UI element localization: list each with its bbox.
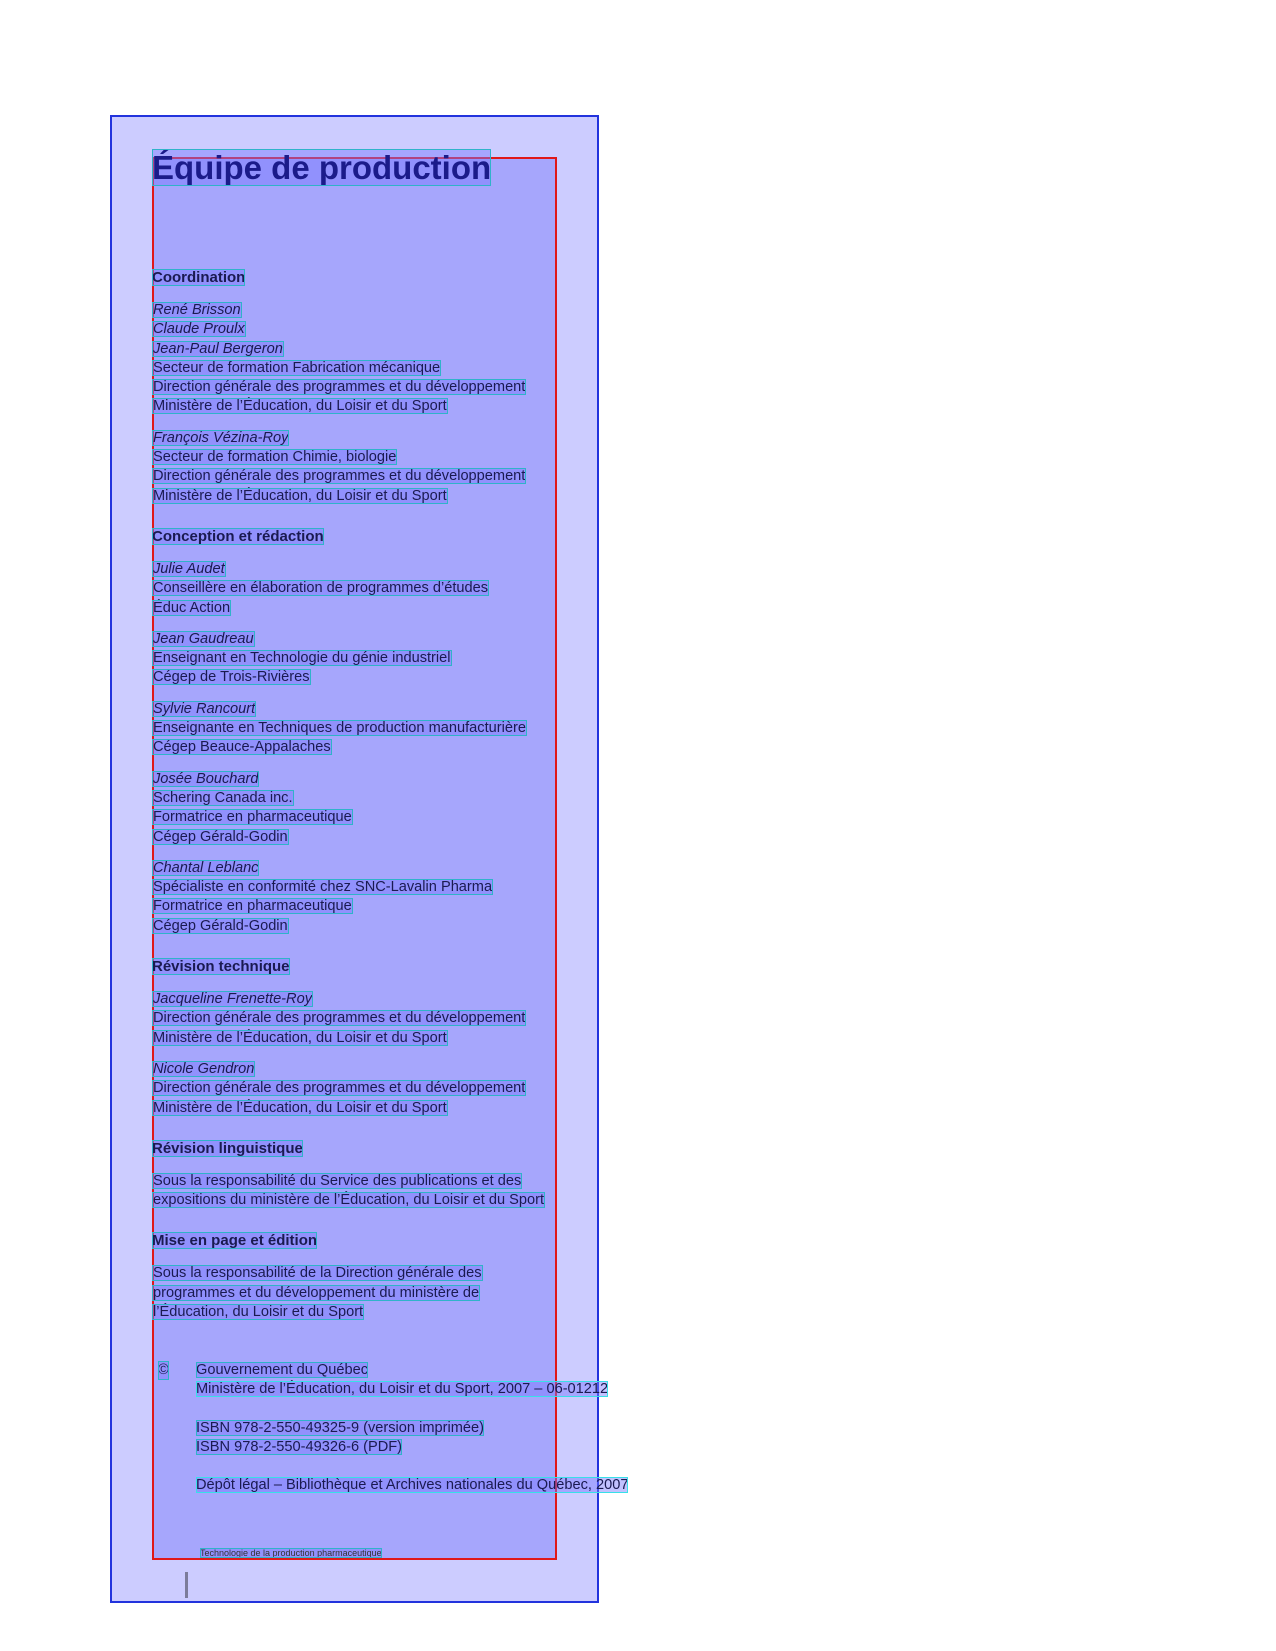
section-heading-text: Mise en page et édition (152, 1232, 318, 1250)
title-spacer (152, 188, 712, 269)
section-heading (152, 269, 712, 287)
credit-sections (152, 269, 712, 1322)
credits-content (152, 148, 712, 1334)
credit-detail (152, 599, 712, 618)
credit-detail-text: Direction générale des programmes et du développement (153, 1010, 526, 1027)
section-heading (152, 958, 712, 976)
credit-entry (152, 1264, 712, 1322)
person-name-text: René Brisson (153, 302, 241, 318)
credit-section (152, 1140, 712, 1211)
credit-detail (152, 1284, 712, 1303)
page-title-text: Équipe de production (152, 149, 492, 186)
section-heading-text: Révision linguistique (152, 1139, 303, 1157)
copyright-ministry: Ministère de l’Éducation, du Loisir et du Sport, 2007 – 06-01212 (196, 1381, 609, 1398)
credit-detail (152, 487, 712, 506)
person-name (152, 990, 712, 1009)
credit-entry (152, 630, 712, 688)
credit-detail (152, 1172, 712, 1191)
legal-deposit: Dépôt légal – Bibliothèque et Archives nationales du Québec, 2007 (196, 1477, 629, 1494)
person-name-text: Sylvie Rancourt (153, 700, 256, 717)
person-name-text: Julie Audet (153, 560, 225, 577)
credit-detail-text: Cégep Gérald-Godin (153, 828, 288, 845)
credit-section (152, 1232, 712, 1322)
credit-detail-text: Sous la responsabilité de la Direction générale des (153, 1265, 482, 1282)
credit-detail-text: Enseignant en Technologie du génie industriel (153, 650, 451, 667)
credit-detail-text: Formatrice en pharmaceutique (153, 898, 352, 915)
person-name-text: Nicole Gendron (153, 1060, 255, 1077)
credit-detail (152, 738, 712, 757)
credit-detail-text: Ministère de l’Éducation, du Loisir et du Sport (153, 487, 447, 504)
credit-detail-text: Direction générale des programmes et du développement (153, 379, 526, 396)
credit-entry (152, 301, 712, 320)
credit-detail (152, 397, 712, 416)
credit-detail (152, 808, 712, 827)
person-name (152, 320, 712, 339)
person-name-text: Jean-Paul Bergeron (153, 340, 283, 357)
person-name (152, 859, 712, 878)
credit-entry (152, 340, 712, 417)
person-name-text: Chantal Leblanc (153, 859, 259, 876)
person-name (152, 560, 712, 579)
credit-section (152, 958, 712, 1118)
credit-detail (152, 668, 712, 687)
credit-detail-text: programmes et du développement du ministère de (153, 1284, 480, 1301)
section-heading-text: Coordination (152, 269, 246, 286)
credit-detail (152, 719, 712, 738)
section-heading-text: Conception et rédaction (152, 527, 324, 545)
credit-detail (152, 649, 712, 668)
credit-detail-text: Sous la responsabilité du Service des publications et des (153, 1172, 522, 1189)
person-name (152, 429, 712, 448)
isbn-print: ISBN 978-2-550-49325-9 (version imprimée) (196, 1419, 484, 1436)
credit-detail (152, 828, 712, 847)
credit-section (152, 528, 712, 936)
credit-detail-text: Ministère de l’Éducation, du Loisir et du Sport (153, 1029, 447, 1046)
credit-detail (152, 1264, 712, 1283)
section-heading (152, 528, 712, 546)
credit-detail (152, 1009, 712, 1028)
credit-detail (152, 378, 712, 397)
credit-detail (152, 467, 712, 486)
person-name (152, 301, 712, 320)
credit-detail (152, 1099, 712, 1118)
credit-detail (152, 917, 712, 936)
credit-detail-text: expositions du ministère de l’Éducation, du Loisir et du Sport (153, 1192, 545, 1209)
person-name-text: Claude Proulx (153, 321, 245, 338)
section-heading-text: Révision technique (152, 958, 290, 976)
credit-detail-text: Cégep Gérald-Godin (153, 917, 288, 934)
credit-detail-text: Secteur de formation Fabrication mécanique (153, 359, 441, 376)
person-name (152, 700, 712, 719)
copyright-symbol: © (158, 1361, 169, 1380)
page-title (152, 148, 712, 188)
credit-entry (152, 990, 712, 1048)
text-cursor (185, 1572, 188, 1598)
credit-entry (152, 1060, 712, 1118)
credit-entry (152, 700, 712, 758)
person-name (152, 1060, 712, 1079)
credit-detail (152, 579, 712, 598)
person-name (152, 340, 712, 359)
credit-detail (152, 1303, 712, 1322)
credit-detail (152, 1191, 712, 1210)
credit-detail (152, 897, 712, 916)
credit-entry (152, 770, 712, 847)
person-name-text: Josée Bouchard (153, 770, 259, 787)
credit-detail (152, 1079, 712, 1098)
credit-detail-text: Formatrice en pharmaceutique (153, 809, 352, 826)
credit-detail-text: Enseignante en Techniques de production manufacturière (153, 720, 526, 737)
running-footer: Technologie de la production pharmaceutique (200, 1548, 382, 1558)
credit-detail-text: l’Éducation, du Loisir et du Sport (153, 1303, 364, 1320)
isbn-pdf: ISBN 978-2-550-49326-6 (PDF) (196, 1438, 403, 1455)
credit-detail (152, 359, 712, 378)
credit-detail-text: Spécialiste en conformité chez SNC-Lavalin Pharma (153, 879, 493, 896)
person-name-text: Jean Gaudreau (153, 630, 254, 647)
person-name-text: Jacqueline Frenette-Roy (153, 991, 312, 1008)
credit-detail (152, 448, 712, 467)
section-heading (152, 1140, 712, 1158)
credit-detail (152, 1029, 712, 1048)
copyright-government: Gouvernement du Québec (196, 1362, 368, 1378)
credit-detail-text: Direction générale des programmes et du développement (153, 1080, 526, 1097)
credit-detail-text: Direction générale des programmes et du développement (153, 468, 526, 485)
credit-detail-text: Éduc Action (153, 599, 231, 616)
credit-detail-text: Conseillère en élaboration de programmes d’études (153, 580, 489, 597)
credit-detail (152, 789, 712, 808)
person-name (152, 770, 712, 789)
copyright-ministry-row (158, 1380, 718, 1399)
person-name (152, 630, 712, 649)
credit-detail-text: Cégep Beauce-Appalaches (153, 739, 331, 756)
credit-entry (152, 320, 712, 339)
copyright-block (158, 1361, 718, 1495)
credit-section (152, 269, 712, 506)
credit-entry (152, 560, 712, 618)
section-heading (152, 1232, 712, 1250)
credit-entry (152, 429, 712, 506)
copyright-row (158, 1361, 718, 1380)
credit-detail (152, 878, 712, 897)
credit-detail-text: Ministère de l’Éducation, du Loisir et du Sport (153, 1099, 447, 1116)
credit-detail-text: Schering Canada inc. (153, 789, 293, 806)
credit-entry (152, 859, 712, 936)
credit-detail-text: Cégep de Trois-Rivières (153, 669, 310, 686)
credit-detail-text: Ministère de l’Éducation, du Loisir et du Sport (153, 398, 447, 415)
person-name-text: François Vézina-Roy (153, 429, 289, 446)
credit-detail-text: Secteur de formation Chimie, biologie (153, 449, 397, 466)
credit-entry (152, 1172, 712, 1211)
